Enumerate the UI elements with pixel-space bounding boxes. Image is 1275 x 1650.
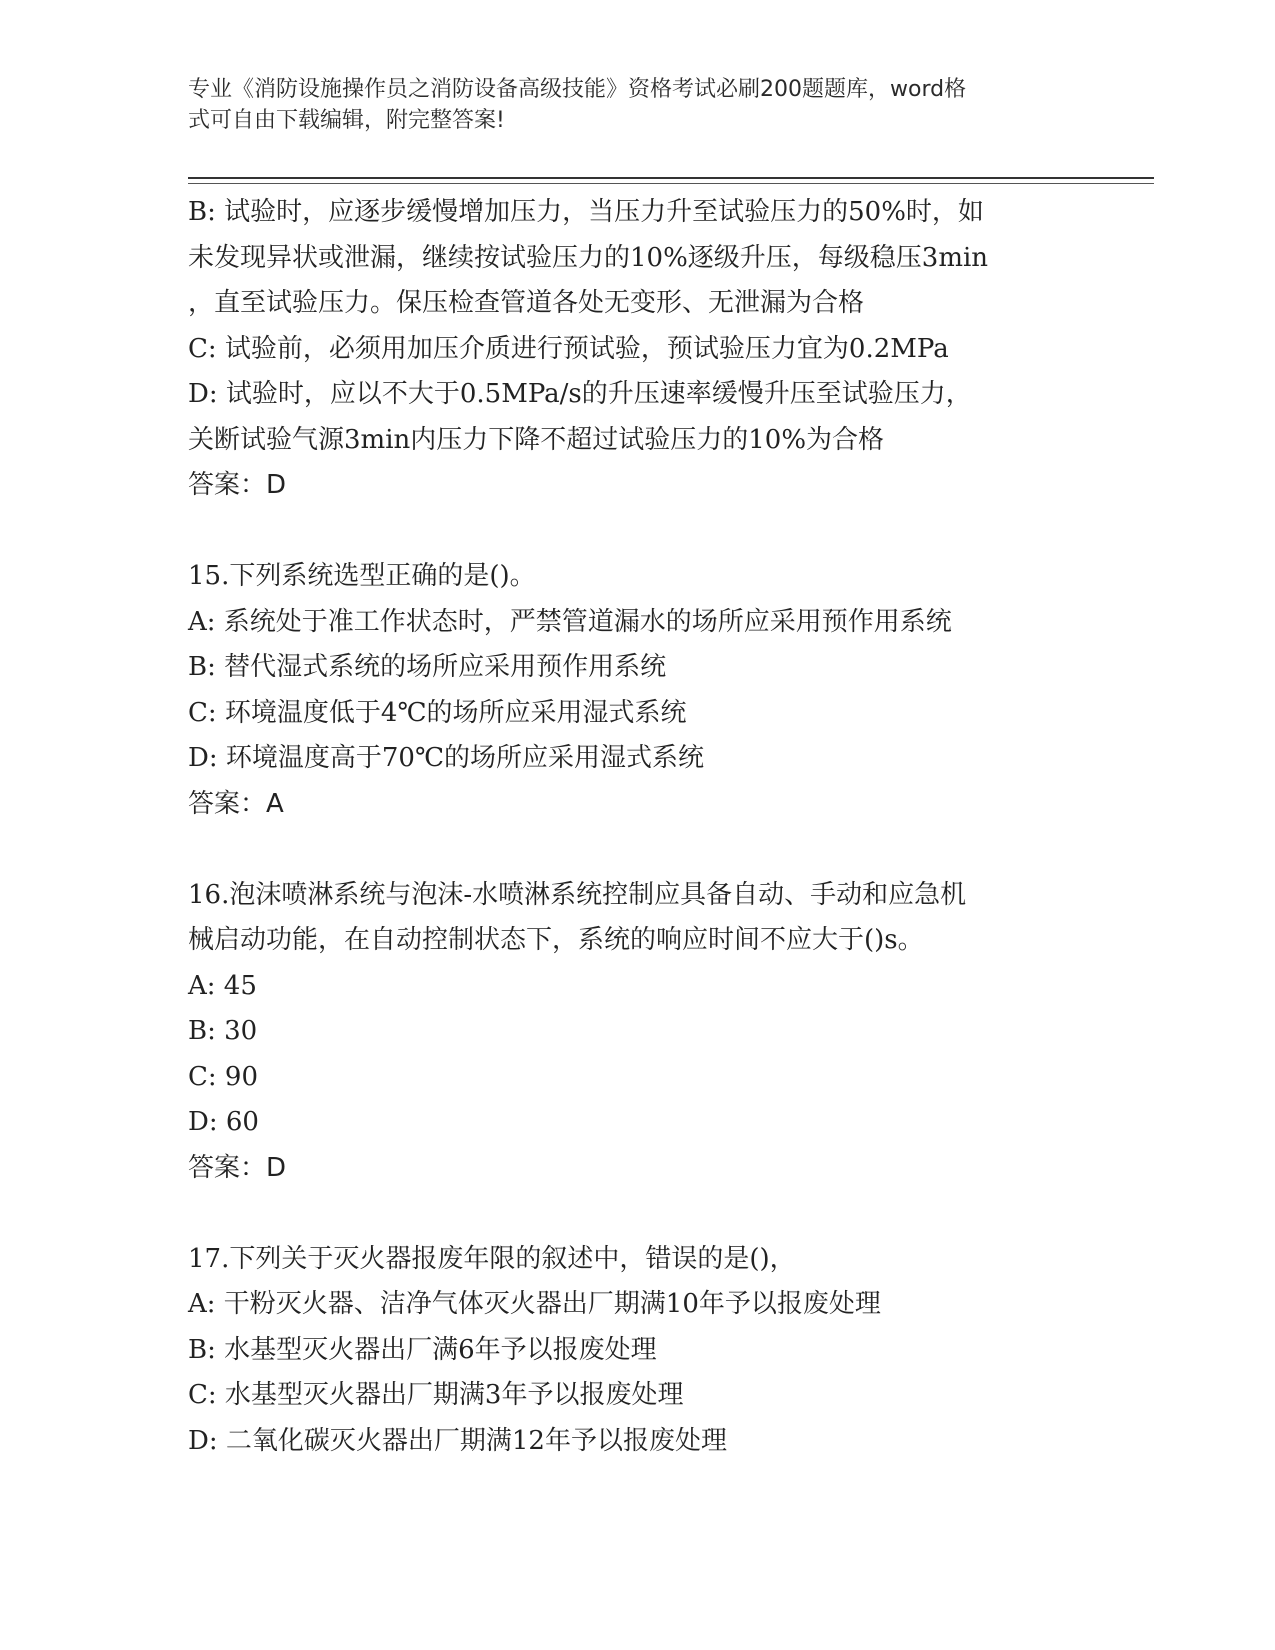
header-line-1: 专业《消防设施操作员之消防设备高级技能》资格考试必刷200题题库，word格 <box>188 77 967 102</box>
question-15 <box>188 554 1078 827</box>
option-a: A: 干粉灭火器、洁净气体灭火器出厂期满10年予以报废处理 <box>188 1289 881 1319</box>
option-b-line-1: B: 试验时，应逐步缓慢增加压力，当压力升至试验压力的50%时，如 <box>188 197 984 227</box>
header-line-2: 式可自由下载编辑，附完整答案! <box>188 108 505 133</box>
question-14-continued <box>188 190 1078 509</box>
question-text: 17.下列关于灭火器报废年限的叙述中，错误的是()， <box>188 1243 796 1274</box>
question-17 <box>188 1237 1078 1465</box>
question-16 <box>188 873 1078 1192</box>
spacer <box>188 827 1078 873</box>
option-d: D: 环境温度高于70℃的场所应采用湿式系统 <box>188 743 705 773</box>
option-c: C: 环境温度低于4℃的场所应采用湿式系统 <box>188 697 687 728</box>
option-b-line-3: ，直至试验压力。保压检查管道各处无变形、无泄漏为合格 <box>188 288 865 318</box>
option-b: B: 30 <box>188 1016 258 1046</box>
question-text-line-1: 16.泡沫喷淋系统与泡沫-水喷淋系统控制应具备自动、手动和应急机 <box>188 879 967 910</box>
answer: 答案：D <box>188 470 287 500</box>
option-a: A: 45 <box>188 970 257 1001</box>
option-c: C: 水基型灭火器出厂期满3年予以报废处理 <box>188 1380 684 1410</box>
document-body <box>188 190 1078 1464</box>
option-d: D: 二氧化碳灭火器出厂期满12年予以报废处理 <box>188 1425 727 1456</box>
option-b: B: 水基型灭火器出厂满6年予以报废处理 <box>188 1334 657 1365</box>
option-b: B: 替代湿式系统的场所应采用预作用系统 <box>188 652 667 682</box>
spacer <box>188 1191 1078 1237</box>
answer: 答案：D <box>188 1152 287 1183</box>
option-c: C: 试验前，必须用加压介质进行预试验，预试验压力宜为0.2MPa <box>188 333 949 364</box>
option-d-line-1: D: 试验时，应以不大于0.5MPa/s的升压速率缓慢升压至试验压力， <box>188 379 972 409</box>
document-header <box>188 74 1068 136</box>
header-rule-thin <box>188 183 1154 184</box>
question-text: 15.下列系统选型正确的是()。 <box>188 561 536 591</box>
option-a: A: 系统处于准工作状态时，严禁管道漏水的场所应采用预作用系统 <box>188 606 952 637</box>
option-d: D: 60 <box>188 1107 259 1137</box>
spacer <box>188 509 1078 555</box>
option-b-line-2: 未发现异状或泄漏，继续按试验压力的10%逐级升压，每级稳压3min <box>188 242 989 273</box>
option-d-line-2: 关断试验气源3min内压力下降不超过试验压力的10%为合格 <box>188 424 885 455</box>
question-text-line-2: 械启动功能，在自动控制状态下，系统的响应时间不应大于()s。 <box>188 925 924 955</box>
header-rule-thick <box>188 177 1154 179</box>
option-c: C: 90 <box>188 1061 259 1092</box>
answer: 答案：A <box>188 788 284 819</box>
